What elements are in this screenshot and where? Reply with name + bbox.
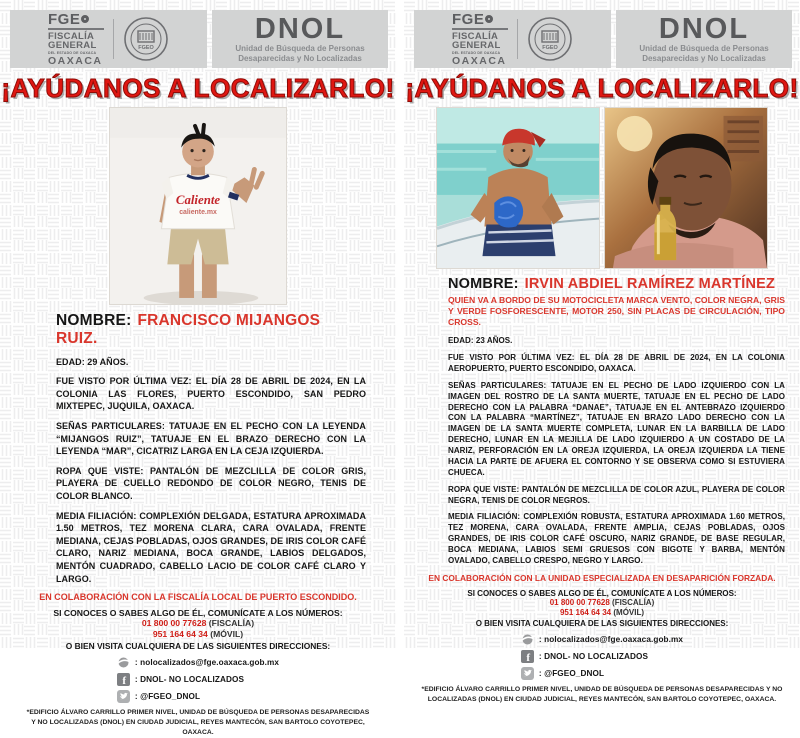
field-ropa: ROPA QUE VISTE: PANTALÓN DE MEZCLILLA DE COLOR GRIS, PLAYERA DE CUELLO REDONDO DE COLOR NEGRO, TENIS DE COLOR BLANCO. [56, 465, 366, 501]
twitter-icon [521, 667, 534, 680]
svg-text:f: f [526, 651, 530, 664]
svg-text:Caliente: Caliente [175, 193, 221, 208]
header-divider [517, 19, 518, 59]
field-ultima-vez: FUE VISTO POR ÚLTIMA VEZ: EL DÍA 28 DE ABRIL DE 2024, EN LA COLONIA LAS FLORES, PUERTO ESCONDIDO, SAN PEDRO MIXTEPEC, JUQUILA, OAXACA. [56, 376, 366, 412]
fge-letters: FGE [452, 10, 485, 28]
email-text: : nolocalizados@fge.oaxaca.gob.mx [134, 657, 280, 667]
headline-ayudanos: ¡AYÚDANOS A LOCALIZARLO! [405, 73, 799, 103]
fge-ring-icon [485, 15, 493, 23]
contact-heading: SI CONOCES O SABES ALGO DE ÉL, COMUNÍCATE A LOS NÚMEROS: [53, 608, 343, 619]
dnol-wordmark: DNOL [658, 12, 750, 45]
facebook-row [521, 650, 683, 663]
poster-francisco [0, 0, 396, 736]
twitter-row [117, 690, 279, 703]
dnol-subtitle-line2: Desaparecidas y No Localizadas [642, 53, 766, 63]
phone-fiscalia-label: (FISCALÍA) [612, 597, 655, 607]
fge-wordmark [452, 12, 508, 67]
field-ropa: ROPA QUE VISTE: PANTALÓN DE MEZCLILLA DE COLOR AZUL, PLAYERA DE COLOR NEGRA, TENIS DE COLOR NEGROS. [448, 484, 785, 505]
oaxaca-label: OAXACA [48, 55, 103, 67]
twitter-row [521, 667, 683, 680]
dnol-subtitle-line1: Unidad de Búsqueda de Personas [235, 43, 365, 53]
fge-divider-line [48, 28, 104, 30]
field-ultima-vez: FUE VISTO POR ÚLTIMA VEZ: EL DÍA 28 DE ABRIL DE 2024, EN LA COLONIA AEROPUERTO, PUERTO ESCONDIDO, OAXACA. [448, 353, 785, 373]
phone-fiscalia: 01 800 00 77628 [141, 618, 207, 629]
fge-logo-block [414, 10, 611, 68]
dnol-block [616, 10, 792, 68]
dnol-wordmark: DNOL [254, 12, 346, 45]
person-details [448, 336, 785, 567]
fge-seal-icon [123, 16, 169, 62]
phone-movil-label: (MÓVIL) [210, 628, 244, 639]
field-edad: EDAD: 29 AÑOS. [56, 356, 129, 367]
twitter-text: : @FGEO_DNOL [134, 691, 201, 701]
phone-movil-label: (MÓVIL) [613, 607, 645, 617]
header-divider [113, 19, 114, 59]
photo-francisco [109, 107, 287, 305]
fge-letters: FGE [48, 10, 81, 28]
svg-text:FGEO: FGEO [138, 45, 154, 51]
poster-irvin [404, 0, 800, 703]
name-value: IRVIN ABDIEL RAMÍREZ MARTÍNEZ [524, 276, 776, 292]
email-globe-icon [521, 633, 534, 646]
poster-header [10, 10, 388, 68]
facebook-icon [521, 650, 534, 663]
dnol-subtitle [235, 44, 364, 64]
contact-section [404, 589, 800, 628]
photo-irvin-boat [436, 107, 600, 269]
phone-movil: 951 164 64 34 [152, 628, 208, 639]
twitter-icon [117, 690, 130, 703]
facebook-text: : DNOL- NO LOCALIZADOS [538, 651, 649, 661]
twitter-text: : @FGEO_DNOL [538, 668, 605, 678]
field-media-filiacion: MEDIA FILIACIÓN: COMPLEXIÓN DELGADA, ESTATURA APROXIMADA 1.50 METROS, TEZ MORENA CLARA, CARA OVALADA, FRENTE MEDIANA, CEJAS POBLADAS, OJOS GRANDES, DE IRIS COLOR CAFÉ CLARO, NARIZ MEDIANA, BOCA GRANDE, LABIOS DELGADOS, MENTÓN CUADRADO, CABELLO LACIO DE COLOR CAFÉ CLARO Y LARGO. [56, 510, 366, 584]
name-row [448, 276, 785, 293]
directions-heading: O BIEN VISITA CUALQUIERA DE LAS SIGUIENTES DIRECCIONES: [65, 640, 331, 651]
svg-text:FGEO: FGEO [542, 45, 558, 51]
general-label: GENERAL [48, 40, 97, 51]
field-edad: EDAD: 23 AÑOS. [448, 336, 513, 346]
collab-line: EN COLABORACIÓN CON LA UNIDAD ESPECIALIZADA EN DESAPARICIÓN FORZADA. [428, 572, 776, 583]
svg-text:caliente.mx: caliente.mx [179, 208, 217, 216]
photo-irvin-portrait [604, 107, 768, 269]
fge-logo-block [10, 10, 207, 68]
oaxaca-label: OAXACA [452, 55, 507, 67]
dnol-subtitle [639, 44, 768, 64]
address-footnote: *EDIFICIO ÁLVARO CARRILLO PRIMER NIVEL, UNIDAD DE BÚSQUEDA DE PERSONAS DESAPARECIDAS Y NO LOCALIZADAS (DNOL) EN CIUDAD JUDICIAL, REYES MANTECÓN, SAN BARTOLO COYOTEPEC, OAXACA. [26, 708, 370, 736]
dnol-subtitle-line1: Unidad de Búsqueda de Personas [639, 43, 769, 53]
contact-heading: SI CONOCES O SABES ALGO DE ÉL, COMUNÍCATE A LOS NÚMEROS: [467, 588, 737, 598]
motorcycle-note: QUIEN VA A BORDO DE SU MOTOCICLETA MARCA VENTO, COLOR NEGRA, GRIS Y VERDE FOSFORESCENTE, MOTOR 250, SIN PLACAS DE CIRCULACIÓN, TIPO CROSS. [448, 294, 785, 328]
dnol-subtitle-line2: Desaparecidas y No Localizadas [238, 53, 362, 63]
facebook-text: : DNOL- NO LOCALIZADOS [134, 674, 245, 684]
collab-line: EN COLABORACIÓN CON LA FISCALÍA LOCAL DE PUERTO ESCONDIDO. [39, 592, 357, 603]
svg-text:f: f [122, 674, 126, 687]
poster-header [414, 10, 792, 68]
social-links [521, 633, 683, 680]
person-details [56, 356, 366, 586]
field-senas-particulares: SEÑAS PARTICULARES: TATUAJE EN EL PECHO DE LADO IZQUIERDO CON LA IMAGEN DEL ROSTRO DE LA SANTA MUERTE, TATUAJE EN EL PECHO DE LADO DERECHO CON LA PALABRA “DANAE”, TATUAJE EN EL ANTEBRAZO IZQUIERDO CON LA PALABRA “MARTÍNEZ”, TATUAJE EN BRAZO LADO DERECHO CON LA IMAGEN DE LA SANTA MUERTE COMPLETA, LUNAR EN LA BARBILLA DE LADO DERECHO, LUNAR EN LA MEJILLA DE LADO IZQUIERDO A UN COSTADO DE LA NARIZ, PERFORACIÓN EN LA OREJA IZQUIERDA, LA OREJA IZQUIERDA LA TIENE HACIA LA PARTE DE AFUERA EL CONTORNO Y SE OBSERVA COMO SI ESTUVIERA CHUECA. [448, 380, 785, 477]
dnol-block [212, 10, 388, 68]
fge-seal-icon [527, 16, 573, 62]
fiscalia-label: FISCALÍA [48, 30, 95, 42]
email-row [117, 656, 279, 669]
social-links [117, 656, 279, 703]
directions-heading: O BIEN VISITA CUALQUIERA DE LAS SIGUIENTES DIRECCIONES: [475, 618, 729, 628]
name-value: FRANCISCO MIJANGOS RUIZ. [56, 312, 321, 347]
field-senas-particulares: SEÑAS PARTICULARES: TATUAJE EN EL PECHO CON LA LEYENDA “MIJANGOS RUIZ”, TATUAJE EN EL BRAZO DERECHO CON LA LEYENDA “MAR”, CICATRIZ LARGA EN LA CEJA IZQUIERDA. [56, 421, 366, 457]
email-globe-icon [117, 656, 130, 669]
fge-wordmark [48, 12, 104, 67]
state-small-label: DEL ESTADO DE OAXACA [48, 50, 97, 55]
headline-ayudanos: ¡AYÚDANOS A LOCALIZARLO! [1, 73, 395, 103]
phone-fiscalia-label: (FISCALÍA) [208, 618, 255, 629]
fge-ring-icon [81, 15, 89, 23]
state-small-label: DEL ESTADO DE OAXACA [452, 50, 501, 55]
phone-fiscalia: 01 800 00 77628 [549, 597, 610, 607]
name-label: NOMBRE: [448, 276, 519, 292]
facebook-row [117, 673, 279, 686]
field-media-filiacion: MEDIA FILIACIÓN: COMPLEXIÓN ROBUSTA, ESTATURA APROXIMADA 1.60 METROS, TEZ MORENA, CARA OVALADA, FRENTE AMPLIA, CEJAS POBLADAS, OJOS GRANDES, DE IRIS COLOR CAFÉ OSCURO, NARIZ GRANDE, DE BASE REGULAR, BOCA MEDIANA, LABIOS SEMI GRUESOS CON BIGOTE Y BARBA, MENTÓN OVALADO, CABELLO CRESPO, NEGRO Y LARGO. [448, 512, 785, 565]
email-row [521, 633, 683, 646]
fge-divider-line [452, 28, 508, 30]
address-footnote: *EDIFICIO ÁLVARO CARRILLO PRIMER NIVEL, UNIDAD DE BÚSQUEDA DE PERSONAS DESAPARECIDAS Y NO LOCALIZADAS (DNOL) EN CIUDAD JUDICIAL, REYES MANTECÓN, SAN BARTOLO COYOTEPEC, OAXACA. [421, 685, 783, 703]
general-label: GENERAL [452, 40, 501, 51]
name-row [56, 312, 366, 348]
name-label: NOMBRE: [56, 312, 132, 329]
email-text: : nolocalizados@fge.oaxaca.gob.mx [538, 634, 684, 644]
phone-movil: 951 164 64 34 [559, 607, 612, 617]
facebook-icon [117, 673, 130, 686]
contact-section [0, 608, 396, 650]
fiscalia-label: FISCALÍA [452, 30, 499, 42]
